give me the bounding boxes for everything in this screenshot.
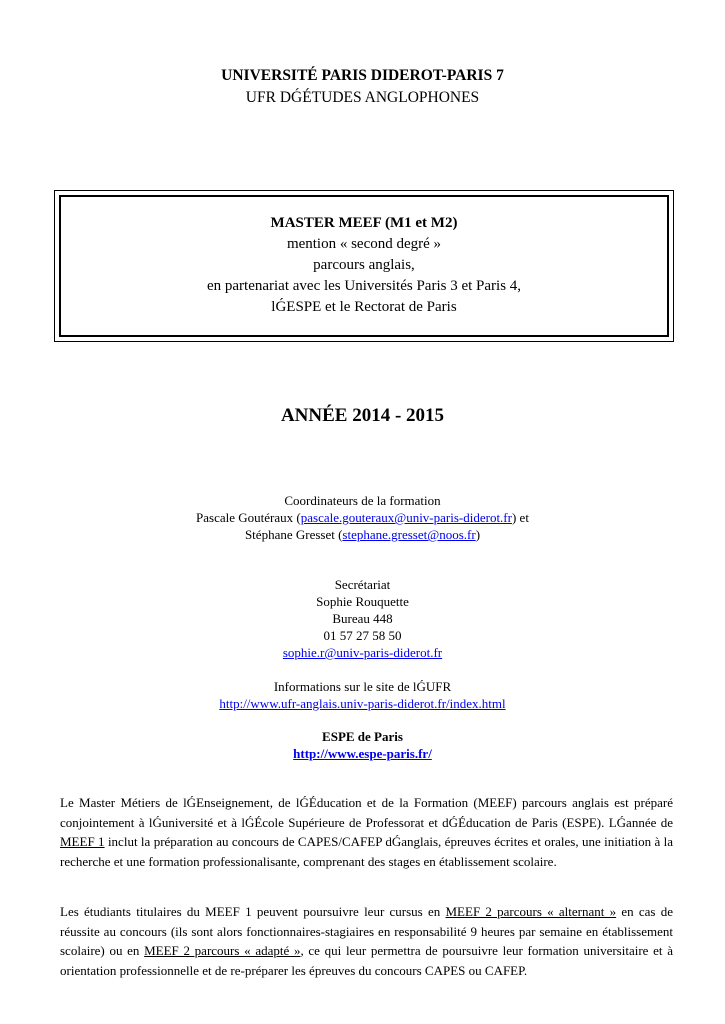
university-name: UNIVERSITÉ PARIS DIDEROT-PARIS 7 (221, 67, 504, 84)
coordinator-2: Stéphane Gresset (stephane.gresset@noos.fr) (244, 527, 481, 542)
academic-year: ANNÉE 2014 - 2015 (280, 405, 445, 426)
program-box-text (61, 213, 667, 318)
program-mention: mention « second degré » (286, 236, 442, 252)
coordinators-heading: Coordinateurs de la formation (284, 493, 441, 508)
coordinator-1-email-link[interactable]: pascale.gouteraux@univ-paris-diderot.fr (300, 510, 512, 525)
paragraph-meef2: Les étudiants titulaires du MEEF 1 peuvent poursuivre leur cursus en MEEF 2 parcours « alternant » en cas de réussite au concours (ils sont alors fonctionnaires-stagiaires en responsabilité 9 heures par semaine en établissement scolaire) ou en MEEF 2 parcours « adapté », ce qui leur permettra de poursuivre leur formation universitaire et à orientation professionnelle et de re-préparer les épreuves du concours CAPES ou CAFEP. (60, 904, 673, 978)
secretariat-block (0, 576, 725, 661)
secretariat-name: Sophie Rouquette (316, 594, 409, 609)
program-parcours: parcours anglais, (313, 257, 415, 273)
espe-block (0, 728, 725, 762)
program-partnership: en partenariat avec les Universités Paris 3 et Paris 4, (206, 278, 522, 294)
meef2-alternant-link[interactable]: MEEF 2 parcours « alternant » (445, 904, 617, 919)
ufr-site-link[interactable]: http://www.ufr-anglais.univ-paris-diderot.fr/index.html (219, 696, 506, 711)
secretariat-office: Bureau 448 (332, 611, 393, 626)
ufr-name: UFR DǴÉTUDES ANGLOPHONES (245, 89, 480, 106)
ufr-site-block (0, 678, 725, 712)
paragraph-meef1: Le Master Métiers de lǴEnseignement, de lǴÉducation et de la Formation (MEEF) parcours anglais est préparé conjointement à lǴuniversité et à lǴÉcole Supérieure de Professorat et dǴÉducation de Paris (ESPE). LǴannée de MEEF 1 inclut la préparation au concours de CAPES/CAFEP dǴanglais, épreuves écrites et orales, une initiation à la recherche et une formation professionalisante, comprenant des stages en établissement scolaire. (60, 795, 674, 869)
coordinator-1: Pascale Goutéraux (pascale.gouteraux@univ-paris-diderot.fr) et (196, 510, 529, 525)
coordinator-2-email-link[interactable]: stephane.gresset@noos.fr (342, 527, 476, 542)
espe-site-link[interactable]: http://www.espe-paris.fr/ (293, 746, 432, 761)
secretariat-email-link[interactable]: sophie.r@univ-paris-diderot.fr (282, 645, 443, 660)
program-partners: lǴESPE et le Rectorat de Paris (271, 299, 457, 315)
program-title: MASTER MEEF (M1 et M2) (270, 215, 458, 231)
meef1-link[interactable]: MEEF 1 (60, 834, 105, 849)
secretariat-heading: Secrétariat (334, 577, 391, 592)
espe-heading: ESPE de Paris (322, 729, 403, 744)
coordinators-block (0, 492, 725, 543)
program-box-inner-border (59, 195, 669, 337)
ufr-site-heading: Informations sur le site de lǴUFR (273, 679, 452, 694)
secretariat-phone: 01 57 27 58 50 (323, 628, 402, 643)
meef2-adapte-link[interactable]: MEEF 2 parcours « adapté » (144, 943, 301, 958)
program-box (54, 190, 674, 342)
